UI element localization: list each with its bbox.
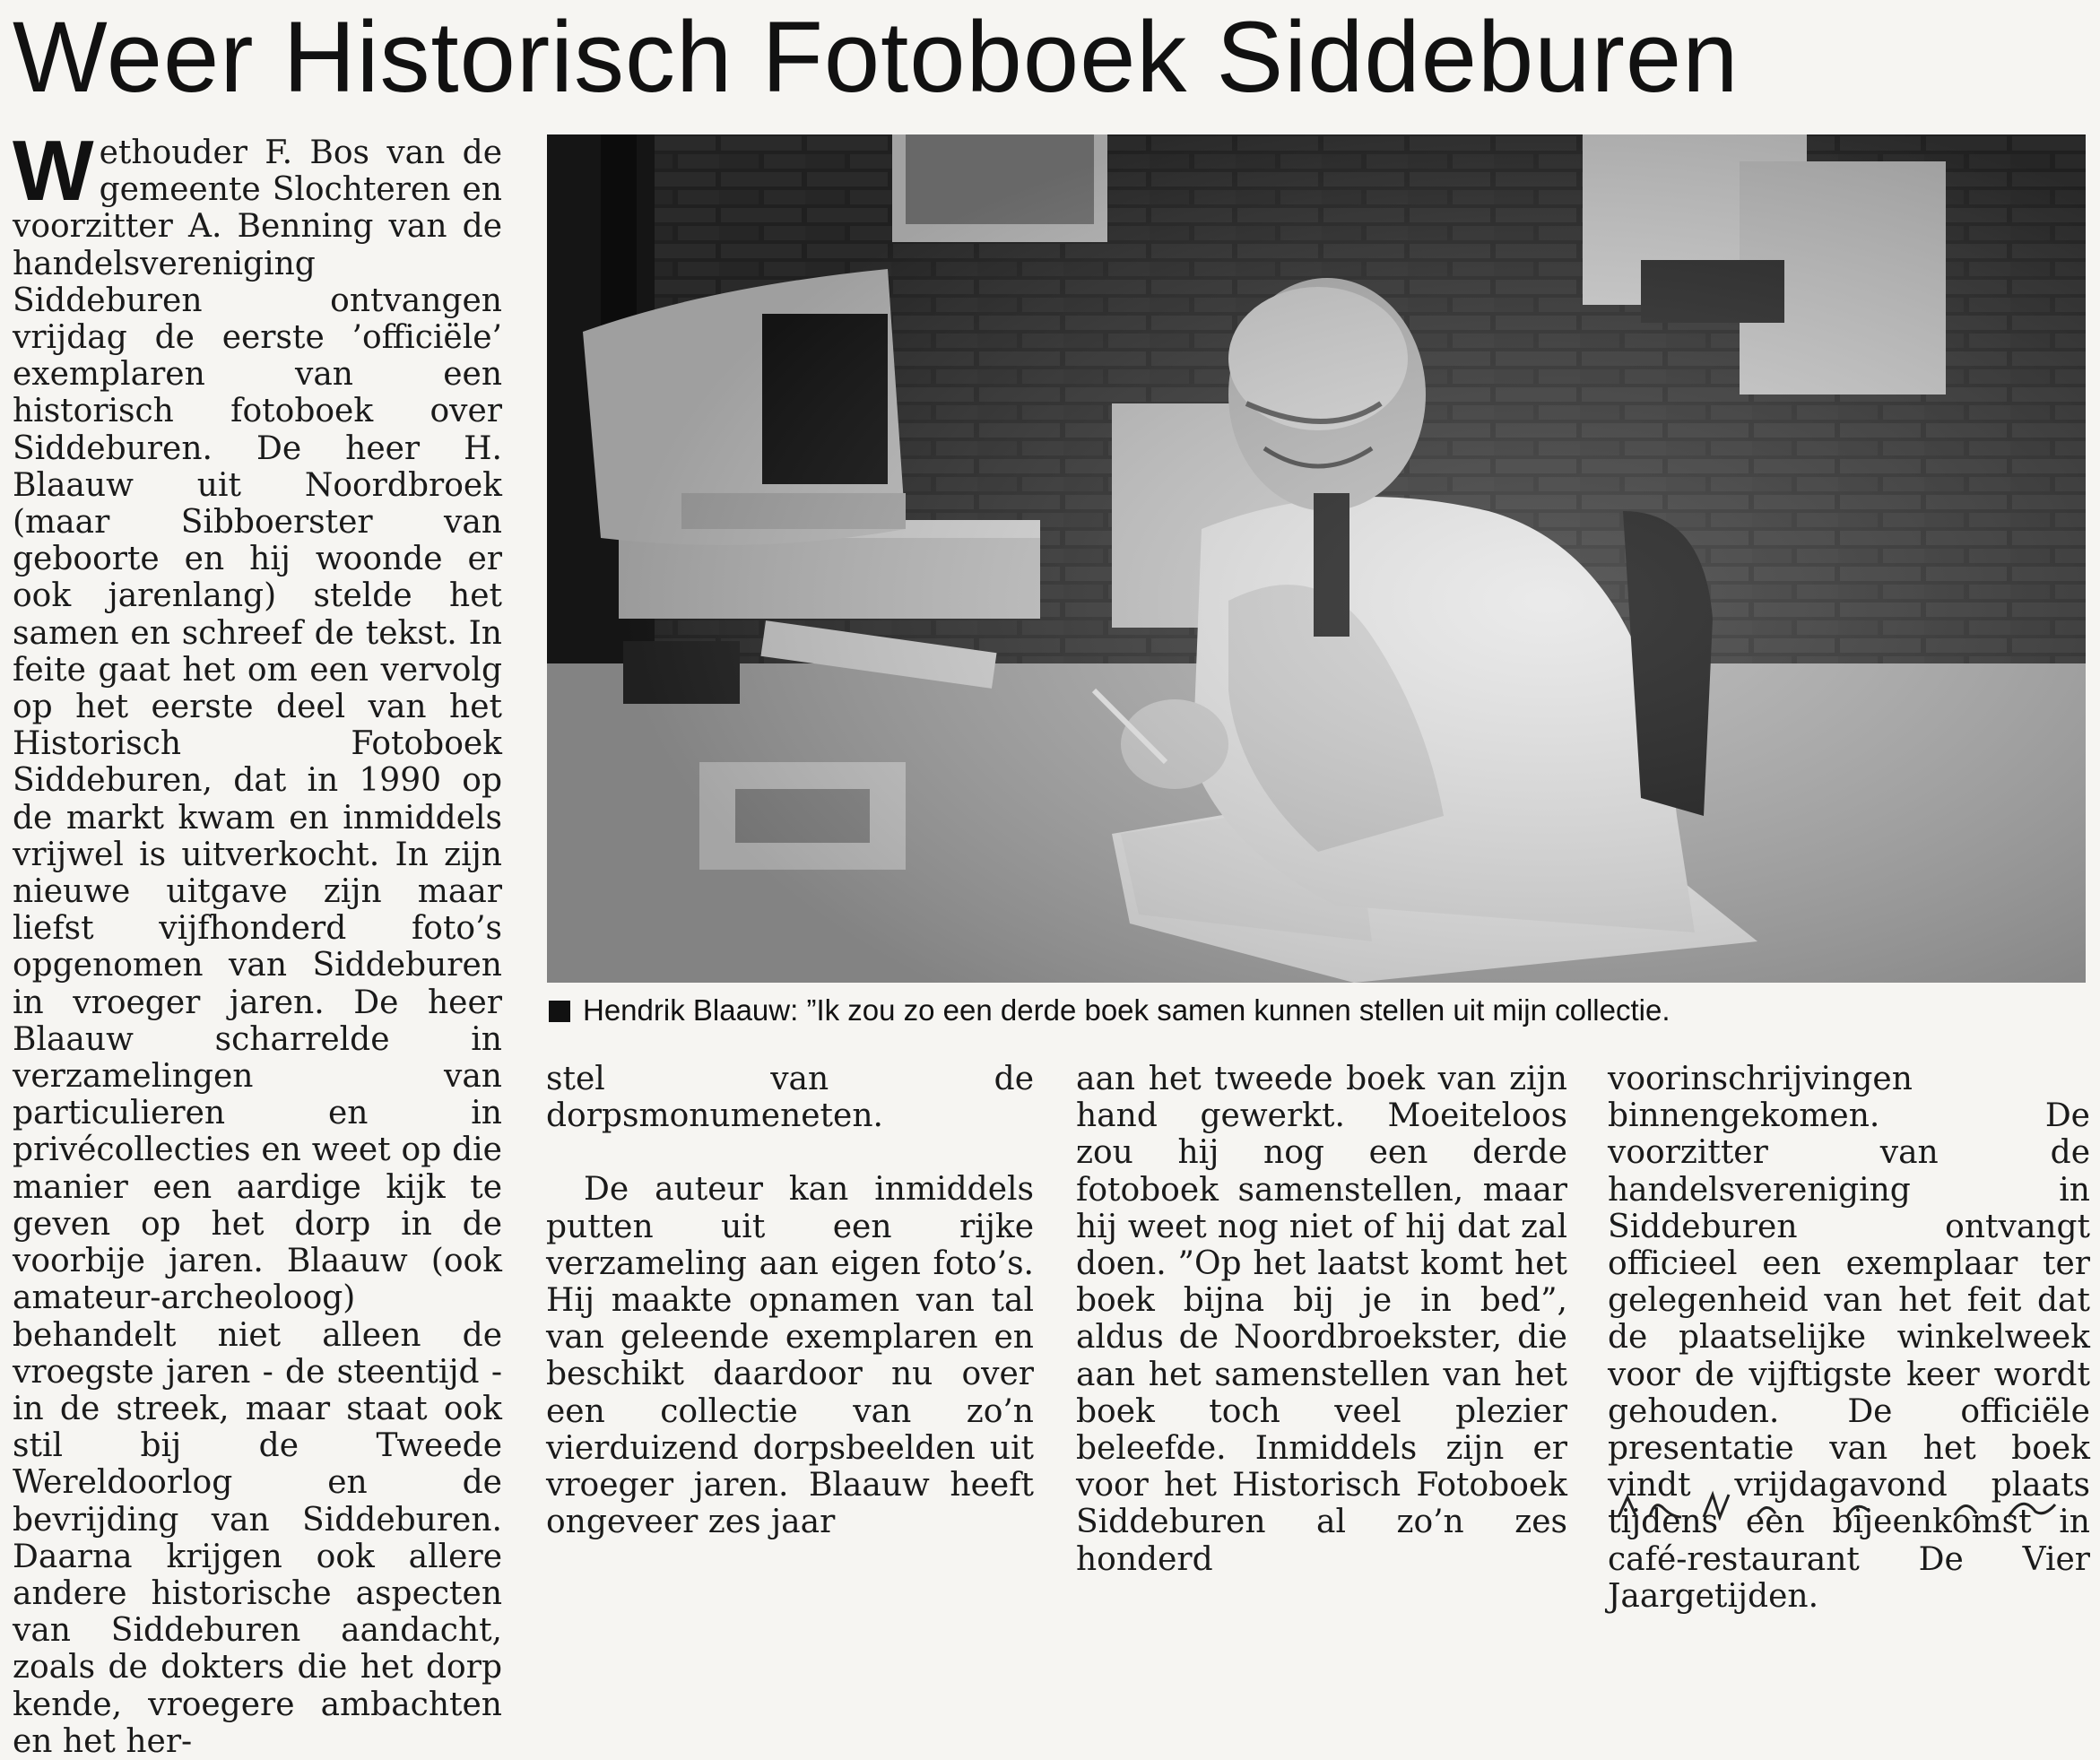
- drop-cap: W: [13, 123, 94, 219]
- article-paragraph: voorinschrijvingen binnengekomen. De voorzitter van de handelsvereniging in Siddeburen ontvangt officieel een exemplaar ter gelegenheid van het feit dat de plaatselijke winkelweek voor de vijftigste keer wordt gehouden. De officiële presentatie van het boek vindt vrijdagavond plaats tijdens een bijeenkomst in café-restaurant De Vier Jaargetijden.: [1608, 1061, 2090, 1615]
- article-column-4: [1608, 1061, 2090, 1615]
- handwriting-scribble-icon: [1614, 1481, 2080, 1521]
- article-column-1: [13, 123, 502, 1760]
- lead-text: ethouder F. Bos van de gemeente Slochteren en voorzitter A. Benning van de handelsvereniging Siddeburen ontvangen vrijdag de eerste ’officiële’ exemplaren van een historisch fotoboek over Siddeburen. De heer H. Blaauw uit Noordbroek (maar Sibboerster van geboorte en hij woonde er ook jarenlang) stelde het samen en schreef de tekst. In feite gaat het om een vervolg op het eerste deel van het Historisch Fotoboek Siddeburen, dat in 1990 op de markt kwam en inmiddels vrijwel is uitverkocht. In zijn nieuwe uitgave zijn maar liefst vijfhonderd foto’s opgenomen van Siddeburen in vroeger jaren. De heer Blaauw scharrelde in verzamelingen van particulieren en in privécollecties en weet op die manier een aardige kijk te geven op het dorp in de voorbije jaren. Blaauw (ook amateur-archeoloog) behandelt niet alleen de vroegste jaren - de steentijd - in de streek, maar staat ook stil bij de Tweede Wereldoorlog en de bevrijding van Siddeburen. Daarna krijgen ook allere andere historische aspecten van Siddeburen aandacht, zoals de dokters die het dorp kende, vroegere ambachten en het her-: [13, 134, 502, 1760]
- article-column-3: [1076, 1061, 1567, 1578]
- man-writing-at-desk-with-computer-icon: [547, 134, 2086, 983]
- article-column-2: [546, 1061, 1034, 1540]
- photo-caption-text: Hendrik Blaauw: ”Ik zou zo een derde boek samen kunnen stellen uit mijn collectie.: [583, 993, 1670, 1027]
- caption-square-icon: [549, 1001, 570, 1022]
- handwritten-note: [1614, 1481, 2080, 1521]
- photo-caption: [549, 988, 2087, 1033]
- article-headline: Weer Historisch Fotoboek Siddeburen: [13, 1, 1740, 113]
- article-lead-paragraph: [13, 123, 502, 1760]
- article-paragraph: De auteur kan inmiddels putten uit een rijke verzameling aan eigen foto’s. Hij maakte opnamen van tal van geleende exemplaren en beschikt daardoor nu over een collectie van zo’n vierduizend dorpsbeelden uit vroeger jaren. Blaauw heeft ongeveer zes jaar: [546, 1171, 1034, 1541]
- article-paragraph: aan het tweede boek van zijn hand gewerkt. Moeiteloos zou hij nog een derde fotoboek samenstellen, maar hij weet nog niet of hij dat zal doen. ”Op het laatst komt het boek bijna bij je in bed”, aldus de Noordbroekster, die aan het samenstellen van het boek toch veel plezier beleefde. Inmiddels zijn er voor het Historisch Fotoboek Siddeburen al zo’n zes honderd: [1076, 1061, 1567, 1578]
- article-paragraph: stel van de dorpsmonumeneten.: [546, 1061, 1034, 1135]
- article-photo: [547, 134, 2086, 983]
